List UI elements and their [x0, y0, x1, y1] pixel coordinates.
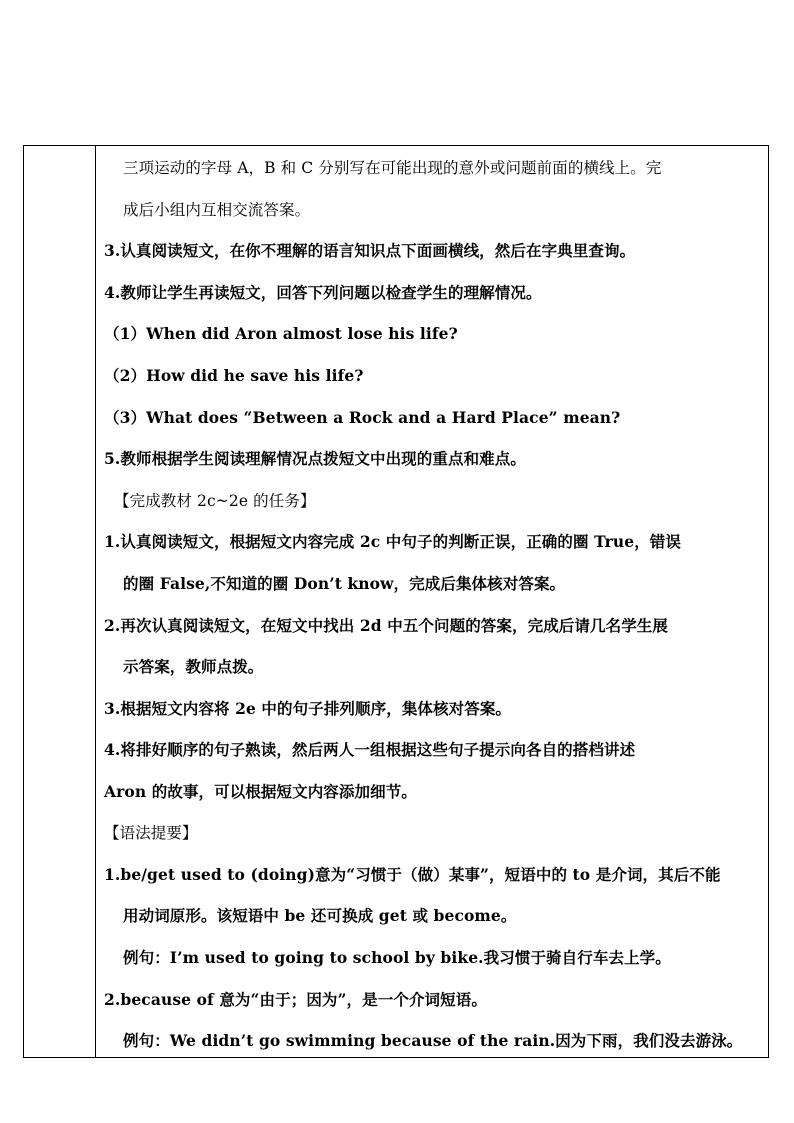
question-line: （3）What does “Between a Rock and a Hard Place” mean?: [104, 408, 621, 427]
question-line: （1）When did Aron almost lose his life?: [104, 324, 458, 343]
text-line: 2.because of 意为“由于；因为”，是一个介词短语。: [104, 990, 487, 1009]
text-line: 3.根据短文内容将 2e 中的句子排列顺序，集体核对答案。: [104, 699, 512, 718]
text-line: 1.认真阅读短文，根据短文内容完成 2c 中句子的判断正误，正确的圈 True，错误: [104, 532, 681, 551]
text-line: 5.教师根据学生阅读理解情况点拨短文中出现的重点和难点。: [104, 449, 526, 468]
text-line: 4.将排好顺序的句子熟读，然后两人一组根据这些句子提示向各自的搭档讲述: [104, 740, 636, 759]
example-line: 例句：I’m used to going to school by bike.我习惯于骑自行车去上学。: [123, 948, 671, 967]
text-line: 3.认真阅读短文，在你不理解的语言知识点下面画横线，然后在字典里查询。: [104, 241, 636, 260]
lesson-table: [23, 145, 769, 1058]
section-heading: 【完成教材 2c~2e 的任务】: [114, 492, 316, 510]
text-line: 4.教师让学生再读短文，回答下列问题以检查学生的理解情况。: [104, 283, 542, 302]
question-line: （2）How did he save his life?: [104, 366, 364, 385]
left-column-cell: [24, 146, 96, 1057]
text-line: 示答案，教师点拨。: [123, 657, 264, 676]
text-line: 1.be/get used to (doing)意为“习惯于（做）某事”，短语中的 to 是介词，其后不能: [104, 865, 721, 884]
text-line: Aron 的故事，可以根据短文内容添加细节。: [104, 782, 417, 801]
text-line: 用动词原形。该短语中 be 还可换成 get 或 become。: [123, 906, 517, 925]
text-line: 2.再次认真阅读短文，在短文中找出 2d 中五个问题的答案，完成后请几名学生展: [104, 616, 668, 635]
text-line: 成后小组内互相交流答案。: [123, 201, 311, 219]
text-line: 的圈 False,不知道的圈 Don’t know，完成后集体核对答案。: [123, 574, 566, 593]
text-line: 三项运动的字母 A，B 和 C 分别写在可能出现的意外或问题前面的横线上。完: [123, 159, 662, 177]
example-line: 例句：We didn’t go swimming because of the rain.因为下雨，我们没去游泳。: [123, 1031, 743, 1050]
section-heading: 【语法提要】: [104, 824, 198, 842]
